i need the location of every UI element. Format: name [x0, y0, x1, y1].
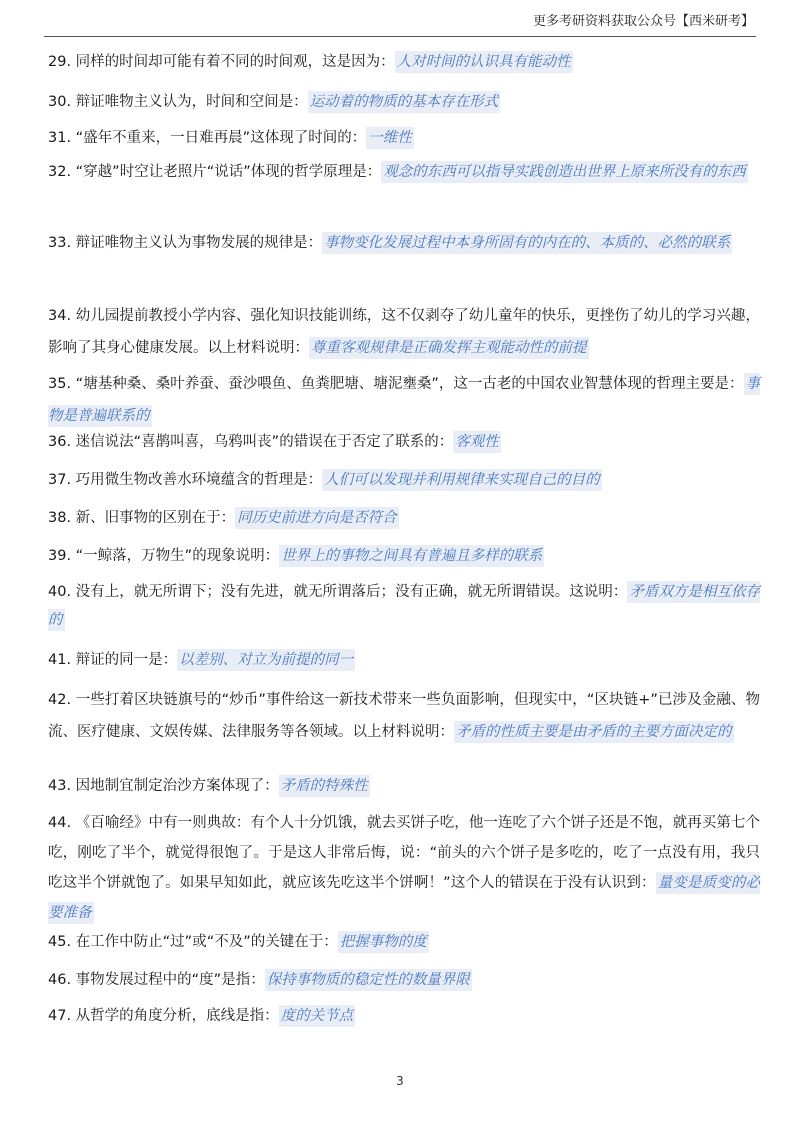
question-text: 37. 巧用微生物改善水环境蕴含的哲理是： — [48, 472, 323, 488]
header-divider — [44, 36, 756, 37]
question-text: 29. 同样的时间却可能有着不同的时间观，这是因为： — [48, 54, 395, 70]
answer-text: 同历史前进方向是否符合 — [235, 507, 399, 529]
qa-item — [48, 770, 760, 802]
question-text: 40. 没有上，就无所谓下；没有先进，就无所谓落后；没有正确，就无所谓错误。这说明： — [48, 584, 628, 600]
answer-text: 一维性 — [366, 127, 414, 149]
answer-text: 矛盾双方是相互依存的 — [48, 581, 760, 631]
answer-text: 运动着的物质的基本存在形式 — [308, 91, 501, 113]
answer-text: 矛盾的性质主要是由矛盾的主要方面决定的 — [454, 721, 734, 743]
qa-item — [48, 964, 760, 996]
answer-text: 保持事物质的稳定性的数量界限 — [265, 969, 472, 991]
page-number: 3 — [396, 1074, 404, 1088]
answer-text: 矛盾的特殊性 — [279, 775, 370, 797]
answer-text: 人对时间的认识具有能动性 — [395, 51, 573, 73]
qa-item — [48, 502, 760, 534]
qa-item — [48, 926, 760, 958]
qa-item — [48, 808, 760, 928]
question-text: 38. 新、旧事物的区别在于： — [48, 510, 236, 526]
answer-text: 尊重客观规律是正确发挥主观能动性的前提 — [309, 337, 589, 359]
question-text: 34. 幼儿园提前教授小学内容、强化知识技能训练，这不仅剥夺了幼儿童年的快乐，更挫伤了幼儿的学习兴趣，影响了其身心健康发展。以上材料说明： — [48, 308, 760, 356]
qa-item — [48, 46, 760, 78]
qa-item — [48, 684, 760, 748]
qa-item — [48, 464, 760, 496]
qa-item — [48, 540, 760, 572]
page-header: 更多考研资料获取公众号【西米研考】 — [532, 14, 754, 29]
qa-item — [48, 368, 760, 432]
question-text: 31. “盛年不重来，一日难再晨”这体现了时间的： — [48, 130, 367, 146]
question-text: 47. 从哲学的角度分析，底线是指： — [48, 1008, 279, 1024]
qa-item — [48, 426, 760, 458]
question-text: 35. “塘基种桑、桑叶养蚕、蚕沙喂鱼、鱼粪肥塘、塘泥壅桑”，这一古老的中国农业智慧体现的哲理主要是： — [48, 376, 744, 392]
question-text: 44. 《百喻经》中有一则典故：有个人十分饥饿，就去买饼子吃，他一连吃了六个饼子还是不饱，就再买第七个吃，刚吃了半个，就觉得很饱了。于是这人非常后悔，说：“前头的六个饼子是多吃的，吃了一点没有用，我只吃这半个饼就饱了。如果早知如此，就应该先吃这半个饼啊！”这个人的错误在于没有认识到： — [48, 815, 760, 891]
answer-text: 把握事物的度 — [338, 931, 429, 953]
qa-item — [48, 1000, 760, 1032]
qa-item — [48, 158, 760, 186]
qa-item — [48, 86, 760, 118]
qa-item — [48, 224, 760, 262]
answer-text: 事物是普遍联系的 — [48, 373, 760, 427]
answer-text: 人们可以发现并利用规律来实现自己的目的 — [322, 469, 602, 491]
answer-text: 以差别、对立为前提的同一 — [177, 649, 355, 671]
qa-item — [48, 578, 760, 634]
answer-text: 量变是质变的必要准备 — [48, 872, 760, 924]
question-text: 39. “一鲸落，万物生”的现象说明： — [48, 548, 280, 564]
question-text: 42. 一些打着区块链旗号的“炒币”事件给这一新技术带来一些负面影响，但现实中，“区块链+”已涉及金融、物流、医疗健康、文娱传媒、法律服务等各领域。以上材料说明： — [48, 692, 760, 740]
answer-text: 事物变化发展过程中本身所固有的内在的、本质的、必然的联系 — [322, 232, 732, 254]
answer-text: 度的关节点 — [279, 1005, 356, 1027]
qa-item — [48, 122, 760, 154]
question-text: 43. 因地制宜制定治沙方案体现了： — [48, 778, 279, 794]
question-text: 30. 辩证唯物主义认为，时间和空间是： — [48, 94, 308, 110]
answer-text: 观念的东西可以指导实践创造出世界上原来所没有的东西 — [381, 161, 748, 183]
qa-item — [48, 644, 760, 676]
answer-text: 世界上的事物之间具有普遍且多样的联系 — [279, 545, 544, 567]
question-text: 36. 迷信说法“喜鹊叫喜，乌鸦叫丧”的错误在于否定了联系的： — [48, 434, 454, 450]
question-text: 32. “穿越”时空让老照片“说话”体现的哲学原理是： — [48, 164, 382, 180]
question-text: 41. 辩证的同一是： — [48, 652, 178, 668]
question-text: 46. 事物发展过程中的“度”是指： — [48, 972, 265, 988]
question-text: 45. 在工作中防止“过”或“不及”的关键在于： — [48, 934, 338, 950]
qa-item — [48, 300, 760, 364]
answer-text: 客观性 — [453, 431, 501, 453]
question-text: 33. 辩证唯物主义认为事物发展的规律是： — [48, 235, 323, 251]
